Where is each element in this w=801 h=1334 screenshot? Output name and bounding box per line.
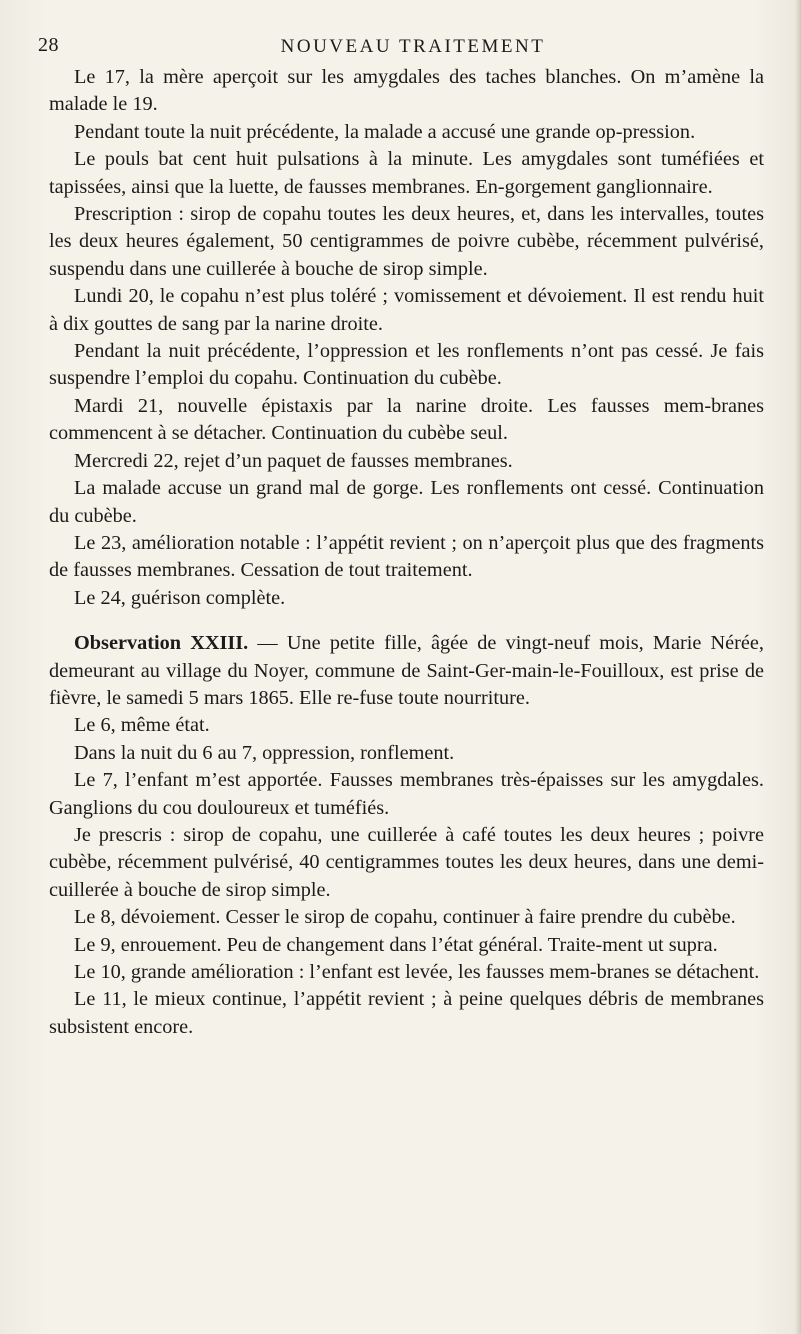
paragraph: Mardi 21, nouvelle épistaxis par la narine droite. Les fausses mem-branes commencent à se détacher. Continuation du cubèbe seul.	[49, 394, 764, 445]
paragraph: Le 24, guérison complète.	[74, 586, 286, 609]
running-title: NOUVEAU TRAITEMENT	[280, 36, 546, 57]
observation-intro-text: — Une petite fille, âgée de vingt-neuf mois, Marie Nérée, demeurant au village du Noyer, commune de Saint-Ger-main-le-Fouilloux, est prise de fièvre, le samedi 5 mars 1865. Elle re-fuse toute nourriture.	[49, 632, 764, 709]
page-edge-shadow	[795, 0, 801, 1334]
paragraph: Le 8, dévoiement. Cesser le sirop de copahu, continuer à faire prendre du cubèbe.	[74, 906, 736, 929]
paragraph: Prescription : sirop de copahu toutes les deux heures, et, dans les intervalles, toutes les deux heures également, 50 centigrammes de poivre cubèbe, récemment pulvérisé, suspendu dans une cuillerée à bouche de sirop simple.	[49, 203, 764, 280]
paragraph: Pendant toute la nuit précédente, la malade a accusé une grande op-pression.	[74, 120, 696, 143]
paragraph: Le 9, enrouement. Peu de changement dans l’état général. Traite-ment ut supra.	[74, 933, 718, 956]
paragraph: Je prescris : sirop de copahu, une cuillerée à café toutes les deux heures ; poivre cubèbe, récemment pulvérisé, 40 centigrammes toutes les deux heures, dans une demi-cuillerée à bouche de sirop simple.	[49, 823, 764, 901]
observation-label: Observation XXIII.	[74, 632, 249, 655]
page-number: 28	[38, 34, 59, 56]
paragraph: La malade accuse un grand mal de gorge. Les ronflements ont cessé. Continuation du cubèbe.	[49, 477, 764, 527]
body-text	[49, 64, 764, 1041]
paragraph: Le 23, amélioration notable : l’appétit revient ; on n’aperçoit plus que des fragments de fausses membranes. Cessation de tout traitement.	[49, 531, 764, 582]
paragraph: Le 17, la mère aperçoit sur les amygdales des taches blanches. On m’amène la malade le 19.	[49, 66, 764, 116]
paragraph: Le 7, l’enfant m’est apportée. Fausses membranes très-épaisses sur les amygdales. Ganglions du cou douloureux et tuméfiés.	[49, 769, 764, 819]
observation-intro-paragraph	[49, 630, 764, 712]
paragraph: Lundi 20, le copahu n’est plus toléré ; vomissement et dévoiement. Il est rendu huit à dix gouttes de sang par la narine droite.	[49, 285, 764, 335]
paragraph: Dans la nuit du 6 au 7, oppression, ronflement.	[74, 741, 455, 764]
paragraph: Le 6, même état.	[74, 714, 210, 737]
paragraph: Le 11, le mieux continue, l’appétit revient ; à peine quelques débris de membranes subsistent encore.	[49, 988, 764, 1038]
paragraph: Le 10, grande amélioration : l’enfant est levée, les fausses mem-branes se détachent.	[74, 961, 760, 983]
page-header	[38, 34, 788, 60]
paragraph: Mercredi 22, rejet d’un paquet de fausses membranes.	[74, 449, 513, 472]
paragraph: Le pouls bat cent huit pulsations à la minute. Les amygdales sont tuméfiées et tapissées, ainsi que la luette, de fausses membranes. En-gorgement ganglionnaire.	[49, 148, 764, 198]
paragraph: Pendant la nuit précédente, l’oppression et les ronflements n’ont pas cessé. Je fais suspendre l’emploi du copahu. Continuation du cubèbe.	[49, 340, 764, 390]
